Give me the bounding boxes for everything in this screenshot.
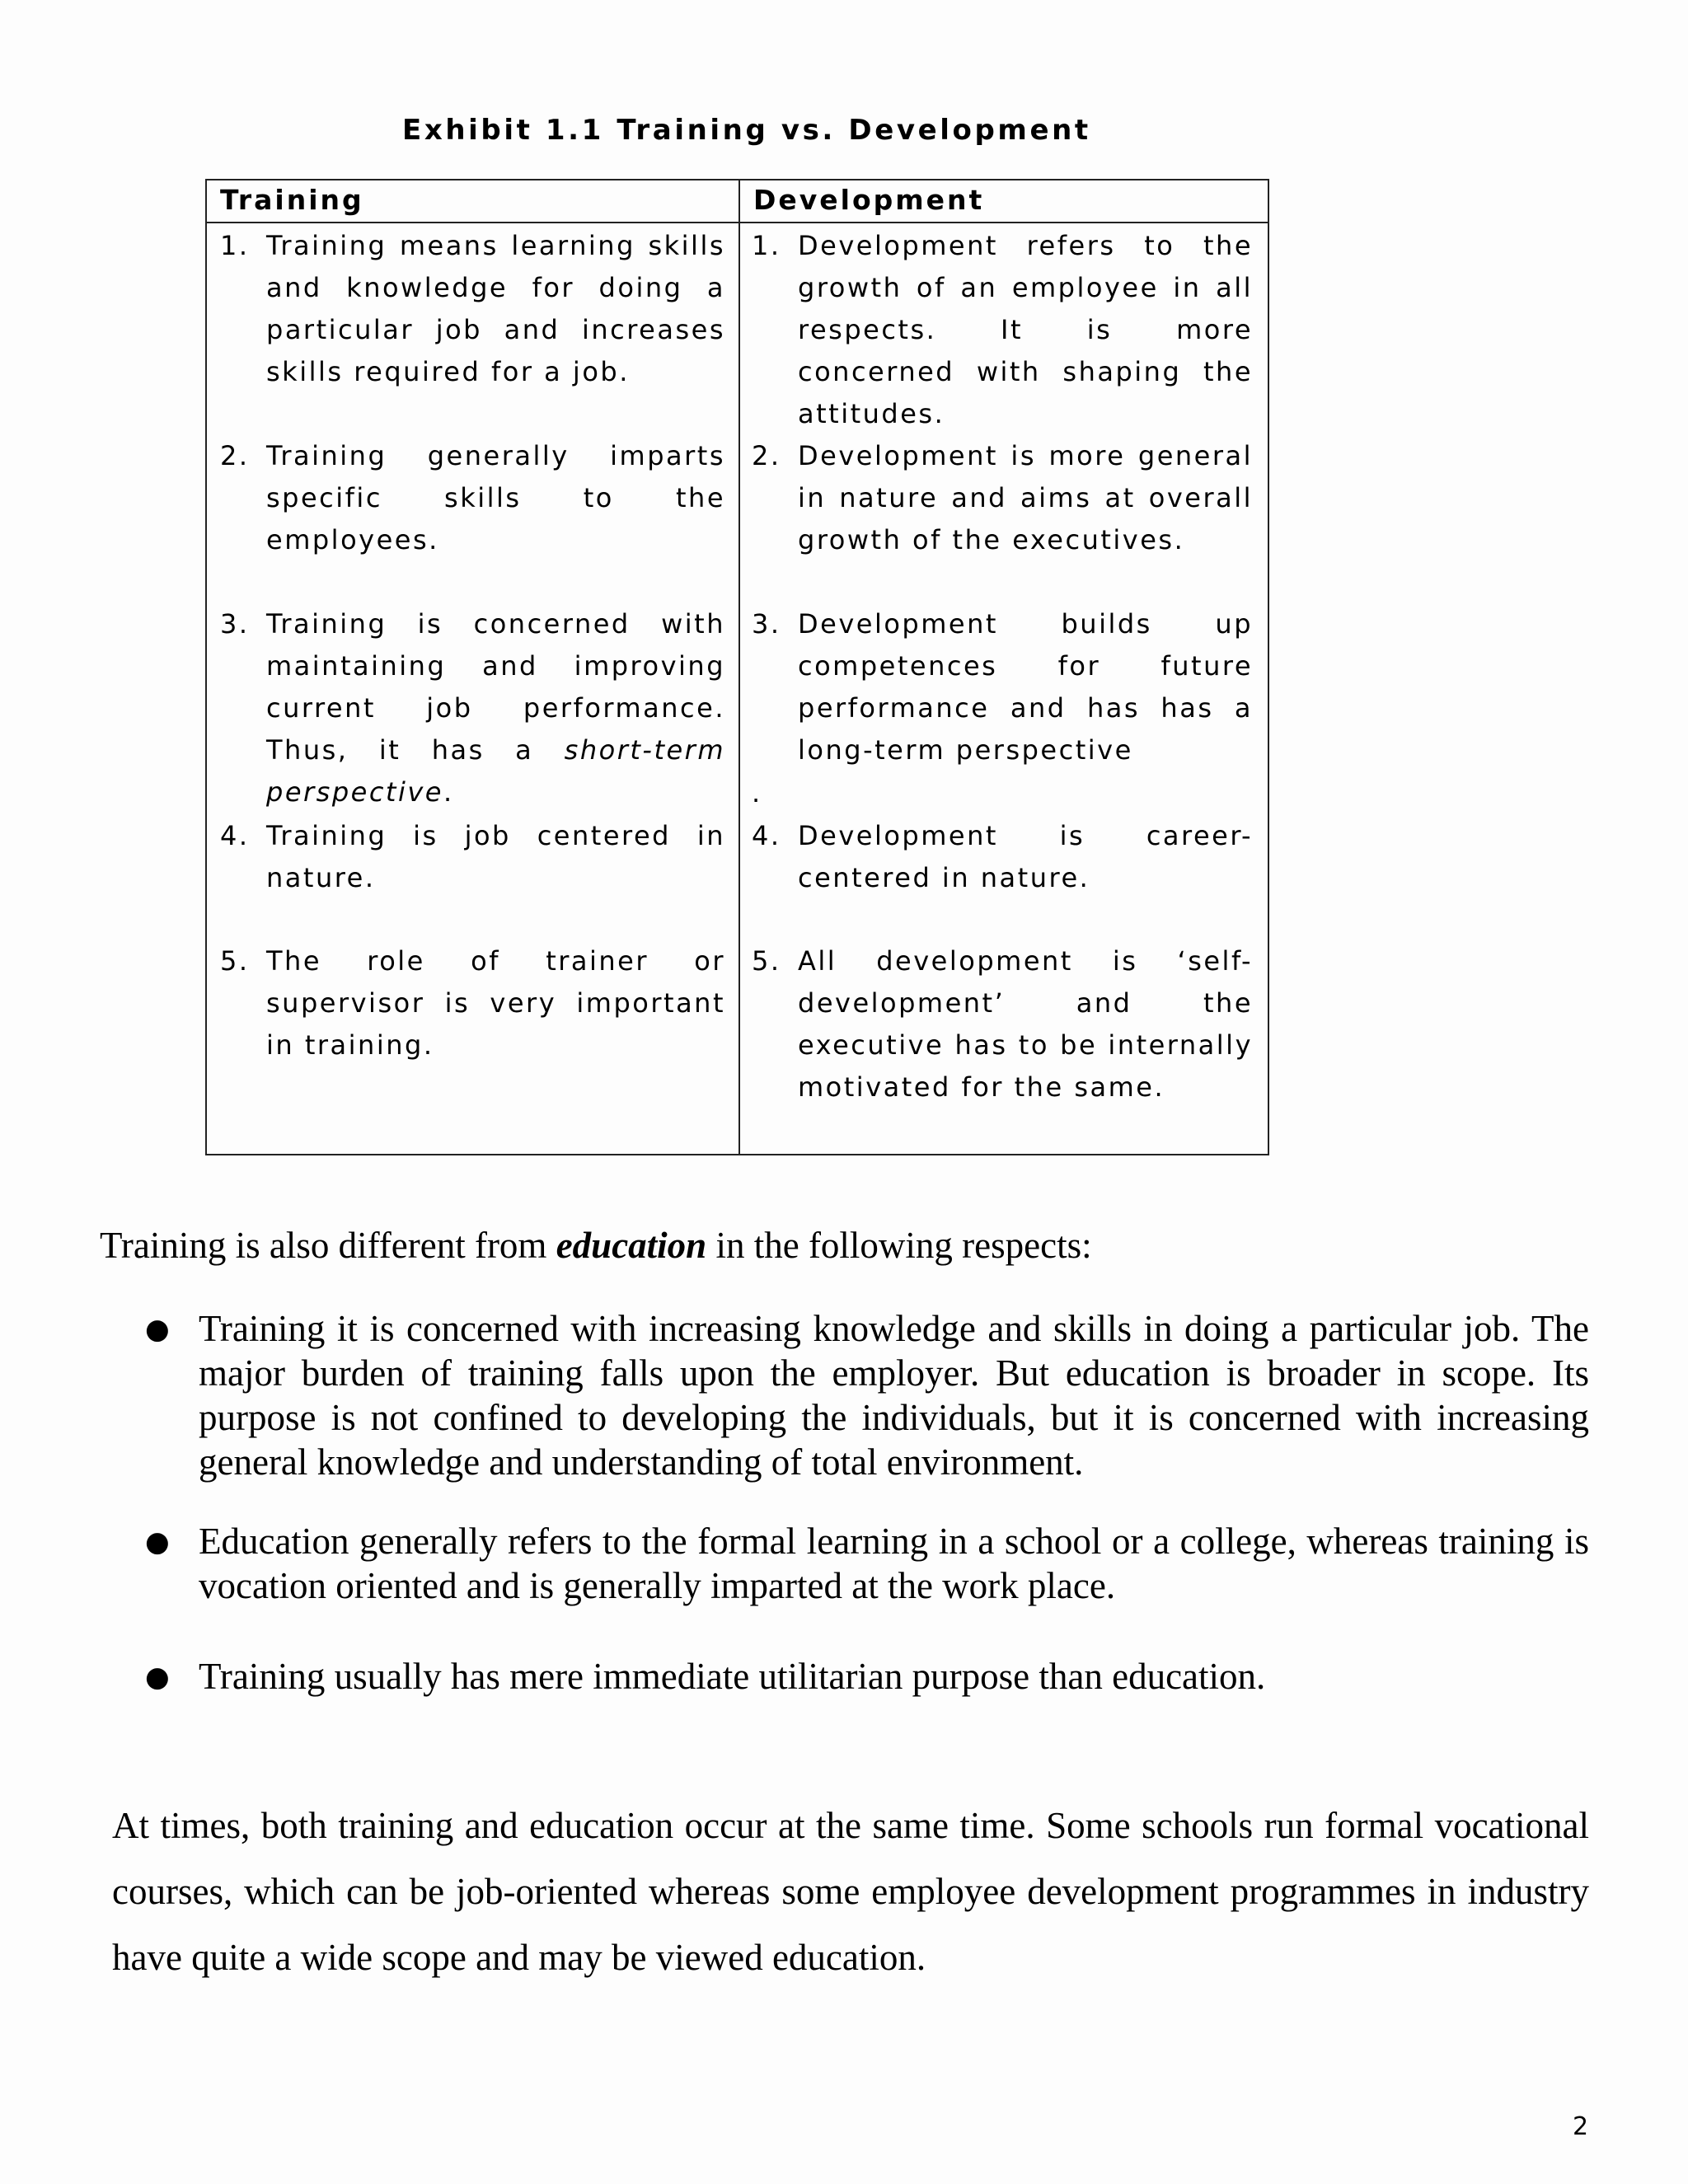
item-number: 4. bbox=[220, 820, 250, 851]
item-number: 1. bbox=[752, 230, 781, 261]
page-number: 2 bbox=[1573, 2112, 1589, 2141]
item-number: 5. bbox=[752, 945, 781, 977]
item-number: 4. bbox=[752, 820, 781, 851]
closing-paragraph: At times, both training and education occur at the same time. Some schools run formal vocational courses, which can be job-oriented whereas some employee development programmes in industry have quite a wide scope and may be viewed education. bbox=[112, 1805, 1589, 1978]
item-text: Development is career-centered in nature. bbox=[798, 820, 1253, 893]
training-column-header: Training bbox=[207, 180, 738, 223]
intro-text: Training is also different from bbox=[100, 1225, 556, 1266]
bullet-item-3: Training usually has mere immediate utilitarian purpose than education. bbox=[199, 1656, 1266, 1697]
comparison-table bbox=[205, 179, 1269, 1155]
education-intro bbox=[100, 1223, 1092, 1268]
stray-period: . bbox=[752, 777, 762, 808]
item-text: Development refers to the growth of an employee in all respects. It is more concerned with shaping the attitudes. bbox=[798, 230, 1253, 429]
item-number: 1. bbox=[220, 230, 250, 261]
item-text: All development is ‘self-development’ and the executive has to be internally motivated for the same. bbox=[798, 945, 1253, 1103]
item-text: Training means learning skills and knowledge for doing a particular job and increases skills required for a job. bbox=[266, 230, 725, 387]
item-number: 3. bbox=[220, 608, 250, 640]
item-number: 3. bbox=[752, 608, 781, 640]
item-number: 2. bbox=[220, 440, 250, 471]
exhibit-title: Exhibit 1.1 Training vs. Development bbox=[402, 114, 1091, 147]
item-text: Training is job centered in nature. bbox=[266, 820, 725, 893]
item-number: 2. bbox=[752, 440, 781, 471]
bullet-icon: ● bbox=[145, 1526, 170, 1558]
item-text bbox=[266, 603, 725, 813]
intro-text: in the following respects: bbox=[706, 1225, 1092, 1266]
bullet-icon: ● bbox=[145, 1313, 170, 1346]
bullet-item-1: Training it is concerned with increasing knowledge and skills in doing a particular job. The major burden of training falls upon the employer. But education is broader in scope. Its purpose is not confined to developing the individuals, but it is concerned with increasing general knowledge and understanding of total environment. bbox=[199, 1308, 1589, 1483]
intro-emphasis: education bbox=[556, 1225, 707, 1266]
item-text: The role of trainer or supervisor is very important in training. bbox=[266, 945, 725, 1061]
bullet-item-2: Education generally refers to the formal learning in a school or a college, whereas training is vocation oriented and is generally imparted at the work place. bbox=[199, 1521, 1589, 1606]
bullet-icon: ● bbox=[145, 1661, 170, 1694]
item-text: Training generally imparts specific skills to the employees. bbox=[266, 440, 725, 555]
item-text-italic: short-term perspective bbox=[266, 734, 725, 808]
item-text-part: Training is concerned with maintaining and improving current job performance. Thus, it has a bbox=[266, 608, 725, 766]
item-text-part: . bbox=[443, 776, 454, 808]
development-column-header: Development bbox=[740, 180, 1268, 223]
item-text: Development is more general in nature and aims at overall growth of the executives. bbox=[798, 440, 1253, 555]
item-text: Development builds up competences for future performance and has has a long-term perspective bbox=[798, 608, 1253, 766]
item-number: 5. bbox=[220, 945, 250, 977]
development-column bbox=[740, 180, 1268, 1154]
training-column bbox=[207, 180, 740, 1154]
